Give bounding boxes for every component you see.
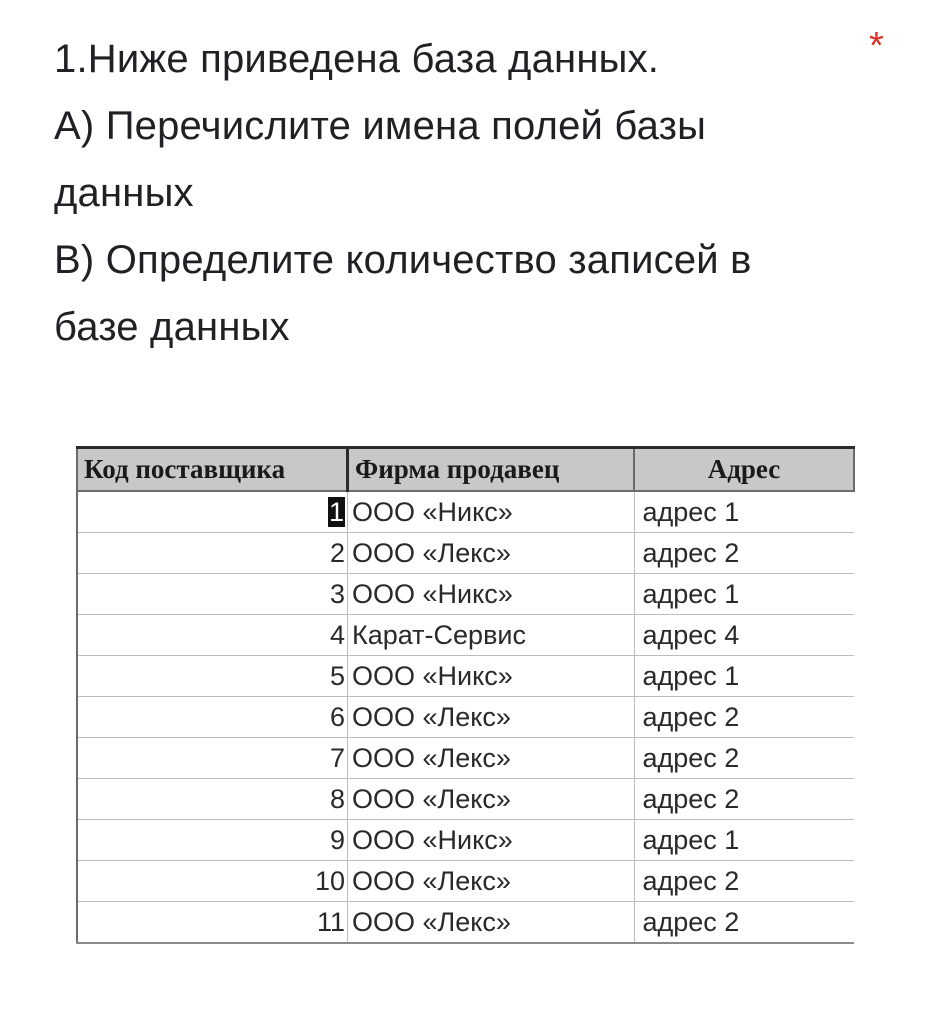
cell-address: адрес 2 (634, 779, 854, 820)
cell-address: адрес 2 (634, 738, 854, 779)
cell-address: адрес 1 (634, 656, 854, 697)
cell-seller-firm: ООО «Никс» (348, 820, 635, 861)
column-header-supplier-code: Код поставщика (77, 448, 348, 492)
table-row (77, 697, 854, 738)
table-row (77, 779, 854, 820)
question-text (54, 26, 854, 361)
table-row (77, 533, 854, 574)
question-line: данных (54, 171, 194, 215)
table-row (77, 615, 854, 656)
cell-seller-firm: ООО «Никс» (348, 656, 635, 697)
cell-supplier-code: 3 (77, 574, 348, 615)
cell-supplier-code: 6 (77, 697, 348, 738)
cell-seller-firm: ООО «Лекс» (348, 697, 635, 738)
cell-supplier-code: 5 (77, 656, 348, 697)
cell-seller-firm: ООО «Лекс» (348, 902, 635, 944)
selected-cell-value: 1 (328, 496, 344, 527)
cell-supplier-code: 8 (77, 779, 348, 820)
cell-address: адрес 1 (634, 574, 854, 615)
table-row (77, 902, 854, 944)
cell-supplier-code: 4 (77, 615, 348, 656)
cell-seller-firm: ООО «Лекс» (348, 861, 635, 902)
table-row (77, 656, 854, 697)
cell-seller-firm: ООО «Лекс» (348, 533, 635, 574)
cell-supplier-code: 10 (77, 861, 348, 902)
cell-seller-firm: ООО «Никс» (348, 574, 635, 615)
cell-address: адрес 1 (634, 491, 854, 533)
cell-supplier-code (77, 491, 348, 533)
cell-supplier-code: 2 (77, 533, 348, 574)
table-row (77, 491, 854, 533)
database-table (76, 446, 855, 944)
cell-address: адрес 1 (634, 820, 854, 861)
cell-address: адрес 2 (634, 697, 854, 738)
cell-address: адрес 2 (634, 861, 854, 902)
table-row (77, 738, 854, 779)
column-header-address: Адрес (634, 448, 854, 492)
cell-address: адрес 4 (634, 615, 854, 656)
cell-address: адрес 2 (634, 902, 854, 944)
cell-seller-firm: Карат-Сервис (348, 615, 635, 656)
cell-supplier-code: 9 (77, 820, 348, 861)
question-line: A) Перечислите имена полей базы (54, 104, 707, 148)
table-row (77, 574, 854, 615)
cell-seller-firm: ООО «Лекс» (348, 738, 635, 779)
table-row (77, 820, 854, 861)
table-header-row (77, 448, 854, 492)
table-row (77, 861, 854, 902)
question-line: B) Определите количество записей в (54, 238, 752, 282)
cell-address: адрес 2 (634, 533, 854, 574)
question-line: базе данных (54, 305, 290, 349)
column-header-seller-firm: Фирма продавец (348, 448, 635, 492)
required-asterisk-icon: * (869, 25, 884, 67)
cell-supplier-code: 11 (77, 902, 348, 944)
question-line: 1.Ниже приведена база данных. (54, 37, 660, 81)
cell-seller-firm: ООО «Лекс» (348, 779, 635, 820)
table-body (77, 491, 854, 943)
cell-seller-firm: ООО «Никс» (348, 491, 635, 533)
cell-supplier-code: 7 (77, 738, 348, 779)
